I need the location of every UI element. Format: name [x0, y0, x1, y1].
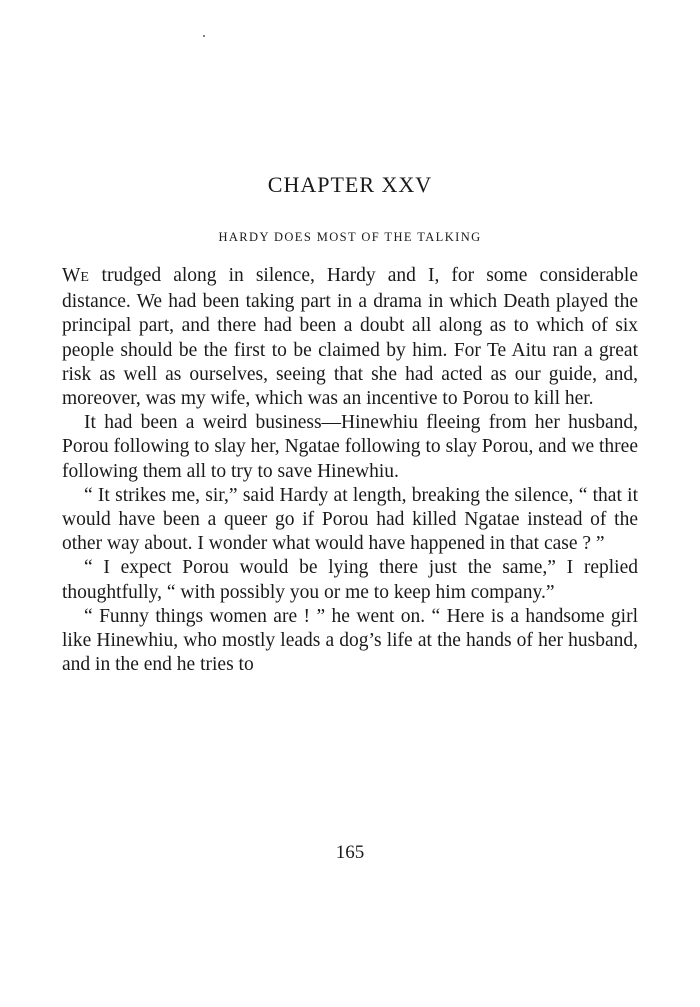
page-number: 165: [335, 842, 365, 863]
paragraph: “ I expect Porou would be lying there just the same,” I replied thoughtfully, “ with possibly you or me to keep him company.”: [62, 557, 638, 603]
body-text: [62, 264, 638, 677]
chapter-heading: CHAPTER XXV: [267, 172, 433, 197]
paragraph: “ It strikes me, sir,” said Hardy at length, breaking the silence, “ that it would have been a queer go if Porou had killed Ngatae instead of the other way about. I wonder what would have happened in that case ? ”: [62, 484, 638, 555]
paragraph-opening: [62, 264, 638, 411]
paragraph: It had been a weird business—Hinewhiu fleeing from her husband, Porou following to slay her, Ngatae following to slay Porou, and we three following them all to try to save Hinewhiu.: [62, 412, 638, 482]
paragraph: “ Funny things women are ! ” he went on. “ Here is a handsome girl like Hinewhiu, who mostly leads a dog’s life at the hands of her husband, and in the end he tries to: [62, 605, 638, 676]
chapter-subtitle: HARDY DOES MOST OF THE TALKING: [218, 230, 482, 244]
opening-initial: W: [62, 265, 81, 286]
opening-small-caps: E: [80, 270, 90, 285]
paper-speck: [203, 35, 205, 37]
opening-text: trudged along in silence, Hardy and I, for some considerable distance. We had been taking part in a drama in which Death played the principal part, and there had been a doubt all along as to which of six people should be the first to be claimed by him. For Te Aitu ran a great risk as well as ourselves, seeing that she had acted as our guide, and, moreover, was my wife, which was an incentive to Porou to kill her.: [62, 265, 638, 410]
